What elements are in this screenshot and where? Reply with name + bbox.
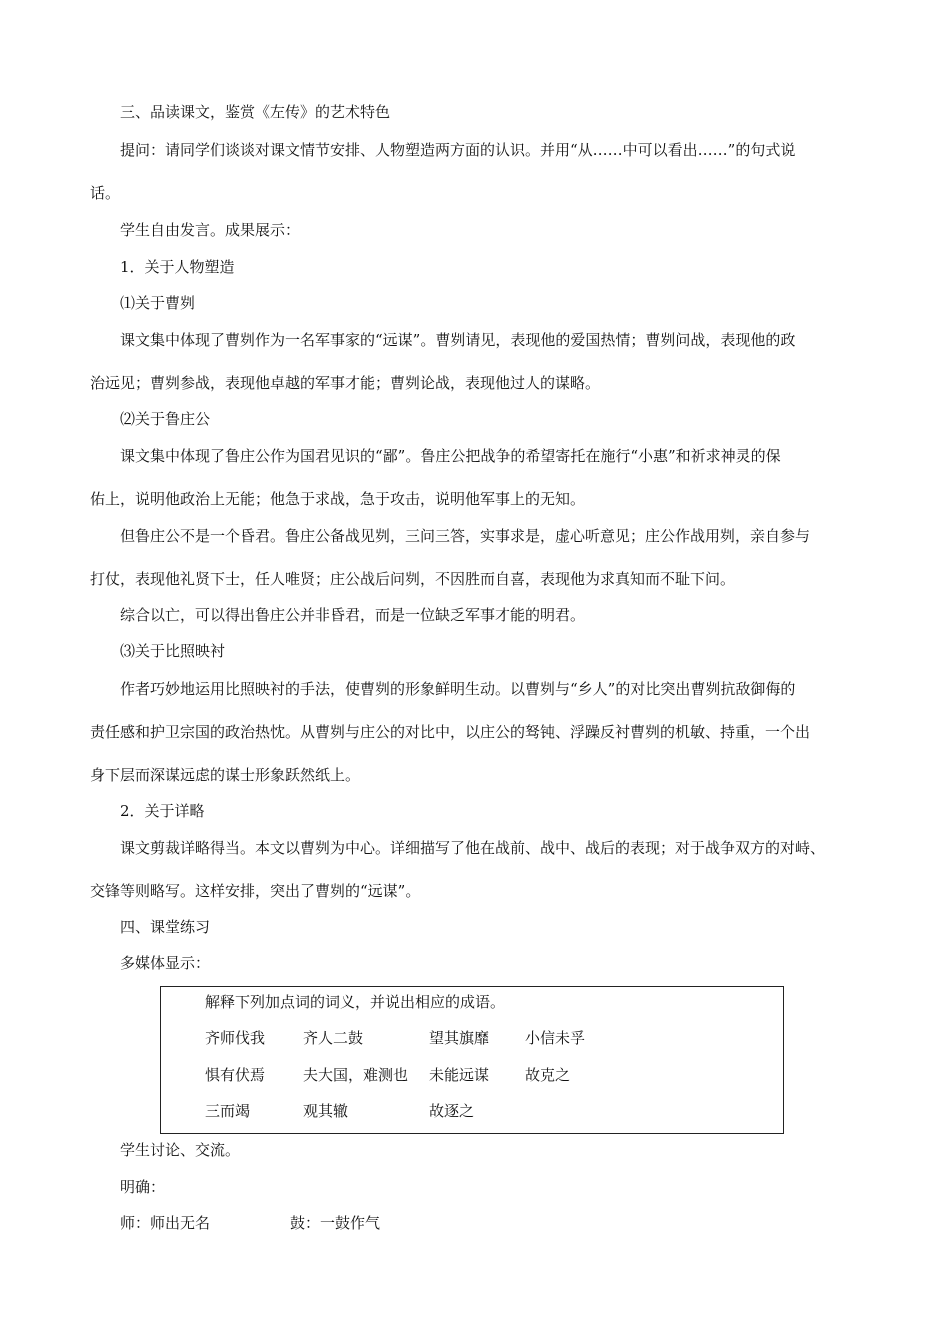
contrast-paragraph-line-2: 责任感和护卫宗国的政治热忱。从曹刿与庄公的对比中，以庄公的驽钝、浮躁反衬曹刿的机敏、持重，一个出 <box>90 723 811 741</box>
exercise-item: 未能远谋 <box>429 1066 490 1084</box>
exercise-item: 小信未孚 <box>525 1029 586 1047</box>
clarify-label: 明确： <box>120 1178 166 1196</box>
exercise-item: 故逐之 <box>429 1102 475 1120</box>
lu-paragraph-line-5: 综合以亡，可以得出鲁庄公并非昏君，而是一位缺乏军事才能的明君。 <box>120 606 586 624</box>
detail-paragraph-line-1: 课文剪裁详略得当。本文以曹刿为中心。详细描写了他在战前、战中、战后的表现；对于战争双方的对峙、 <box>120 839 826 857</box>
cao-heading: ⑴关于曹刿 <box>120 294 196 312</box>
exercise-instruction: 解释下列加点词的词义，并说出相应的成语。 <box>205 993 506 1011</box>
lu-paragraph-line-1: 课文集中体现了鲁庄公作为国君见识的“鄙”。鲁庄公把战争的希望寄托在施行“小惠”和祈求神灵的保 <box>120 447 781 465</box>
contrast-paragraph-line-1: 作者巧妙地运用比照映衬的手法，使曹刿的形象鲜明生动。以曹刿与“乡人”的对比突出曹刿抗敌御侮的 <box>120 680 796 698</box>
exercise-item: 齐师伐我 <box>205 1029 266 1047</box>
multimedia-label: 多媒体显示： <box>120 954 211 972</box>
detail-paragraph-line-2: 交锋等则略写。这样安排，突出了曹刿的“远谋”。 <box>90 882 421 900</box>
exercise-item: 三而竭 <box>205 1102 251 1120</box>
cao-paragraph-line-2: 治远见；曹刿参战，表现他卓越的军事才能；曹刿论战，表现他过人的谋略。 <box>90 374 601 392</box>
answer-item: 鼓：一鼓作气 <box>290 1214 381 1232</box>
exercise-box <box>160 986 784 1134</box>
exercise-item: 齐人二鼓 <box>303 1029 364 1047</box>
question-line-1: 提问：请同学们谈谈对课文情节安排、人物塑造两方面的认识。并用“从……中可以看出……”的句式说 <box>120 141 796 159</box>
lu-heading: ⑵关于鲁庄公 <box>120 410 211 428</box>
exercise-item: 观其辙 <box>303 1102 349 1120</box>
exercise-item: 望其旗靡 <box>429 1029 490 1047</box>
exercise-item: 惧有伏焉 <box>205 1066 266 1084</box>
contrast-heading: ⑶关于比照映衬 <box>120 642 226 660</box>
lu-paragraph-line-3: 但鲁庄公不是一个昏君。鲁庄公备战见刿，三问三答，实事求是，虚心听意见；庄公作战用刿，亲自参与 <box>120 527 811 545</box>
student-speech: 学生自由发言。成果展示： <box>120 221 301 239</box>
cao-paragraph-line-1: 课文集中体现了曹刿作为一名军事家的“远谋”。曹刿请见，表现他的爱国热情；曹刿问战，表现他的政 <box>120 331 796 349</box>
discussion-line: 学生讨论、交流。 <box>120 1141 241 1159</box>
section-heading-3: 三、品读课文，鉴赏《左传》的艺术特色 <box>120 103 391 121</box>
question-line-2: 话。 <box>90 184 121 202</box>
char-heading: 1．关于人物塑造 <box>120 258 235 276</box>
answer-item: 师：师出无名 <box>120 1214 211 1232</box>
exercise-item: 夫大国，难测也 <box>303 1066 409 1084</box>
section-heading-4: 四、课堂练习 <box>120 918 211 936</box>
lu-paragraph-line-4: 打仗，表现他礼贤下士，任人唯贤；庄公战后问刿，不因胜而自喜，表现他为求真知而不耻下问。 <box>90 570 736 588</box>
detail-heading: 2．关于详略 <box>120 802 205 820</box>
contrast-paragraph-line-3: 身下层而深谋远虑的谋士形象跃然纸上。 <box>90 766 361 784</box>
exercise-item: 故克之 <box>525 1066 571 1084</box>
lu-paragraph-line-2: 佑上，说明他政治上无能；他急于求战，急于攻击，说明他军事上的无知。 <box>90 490 586 508</box>
